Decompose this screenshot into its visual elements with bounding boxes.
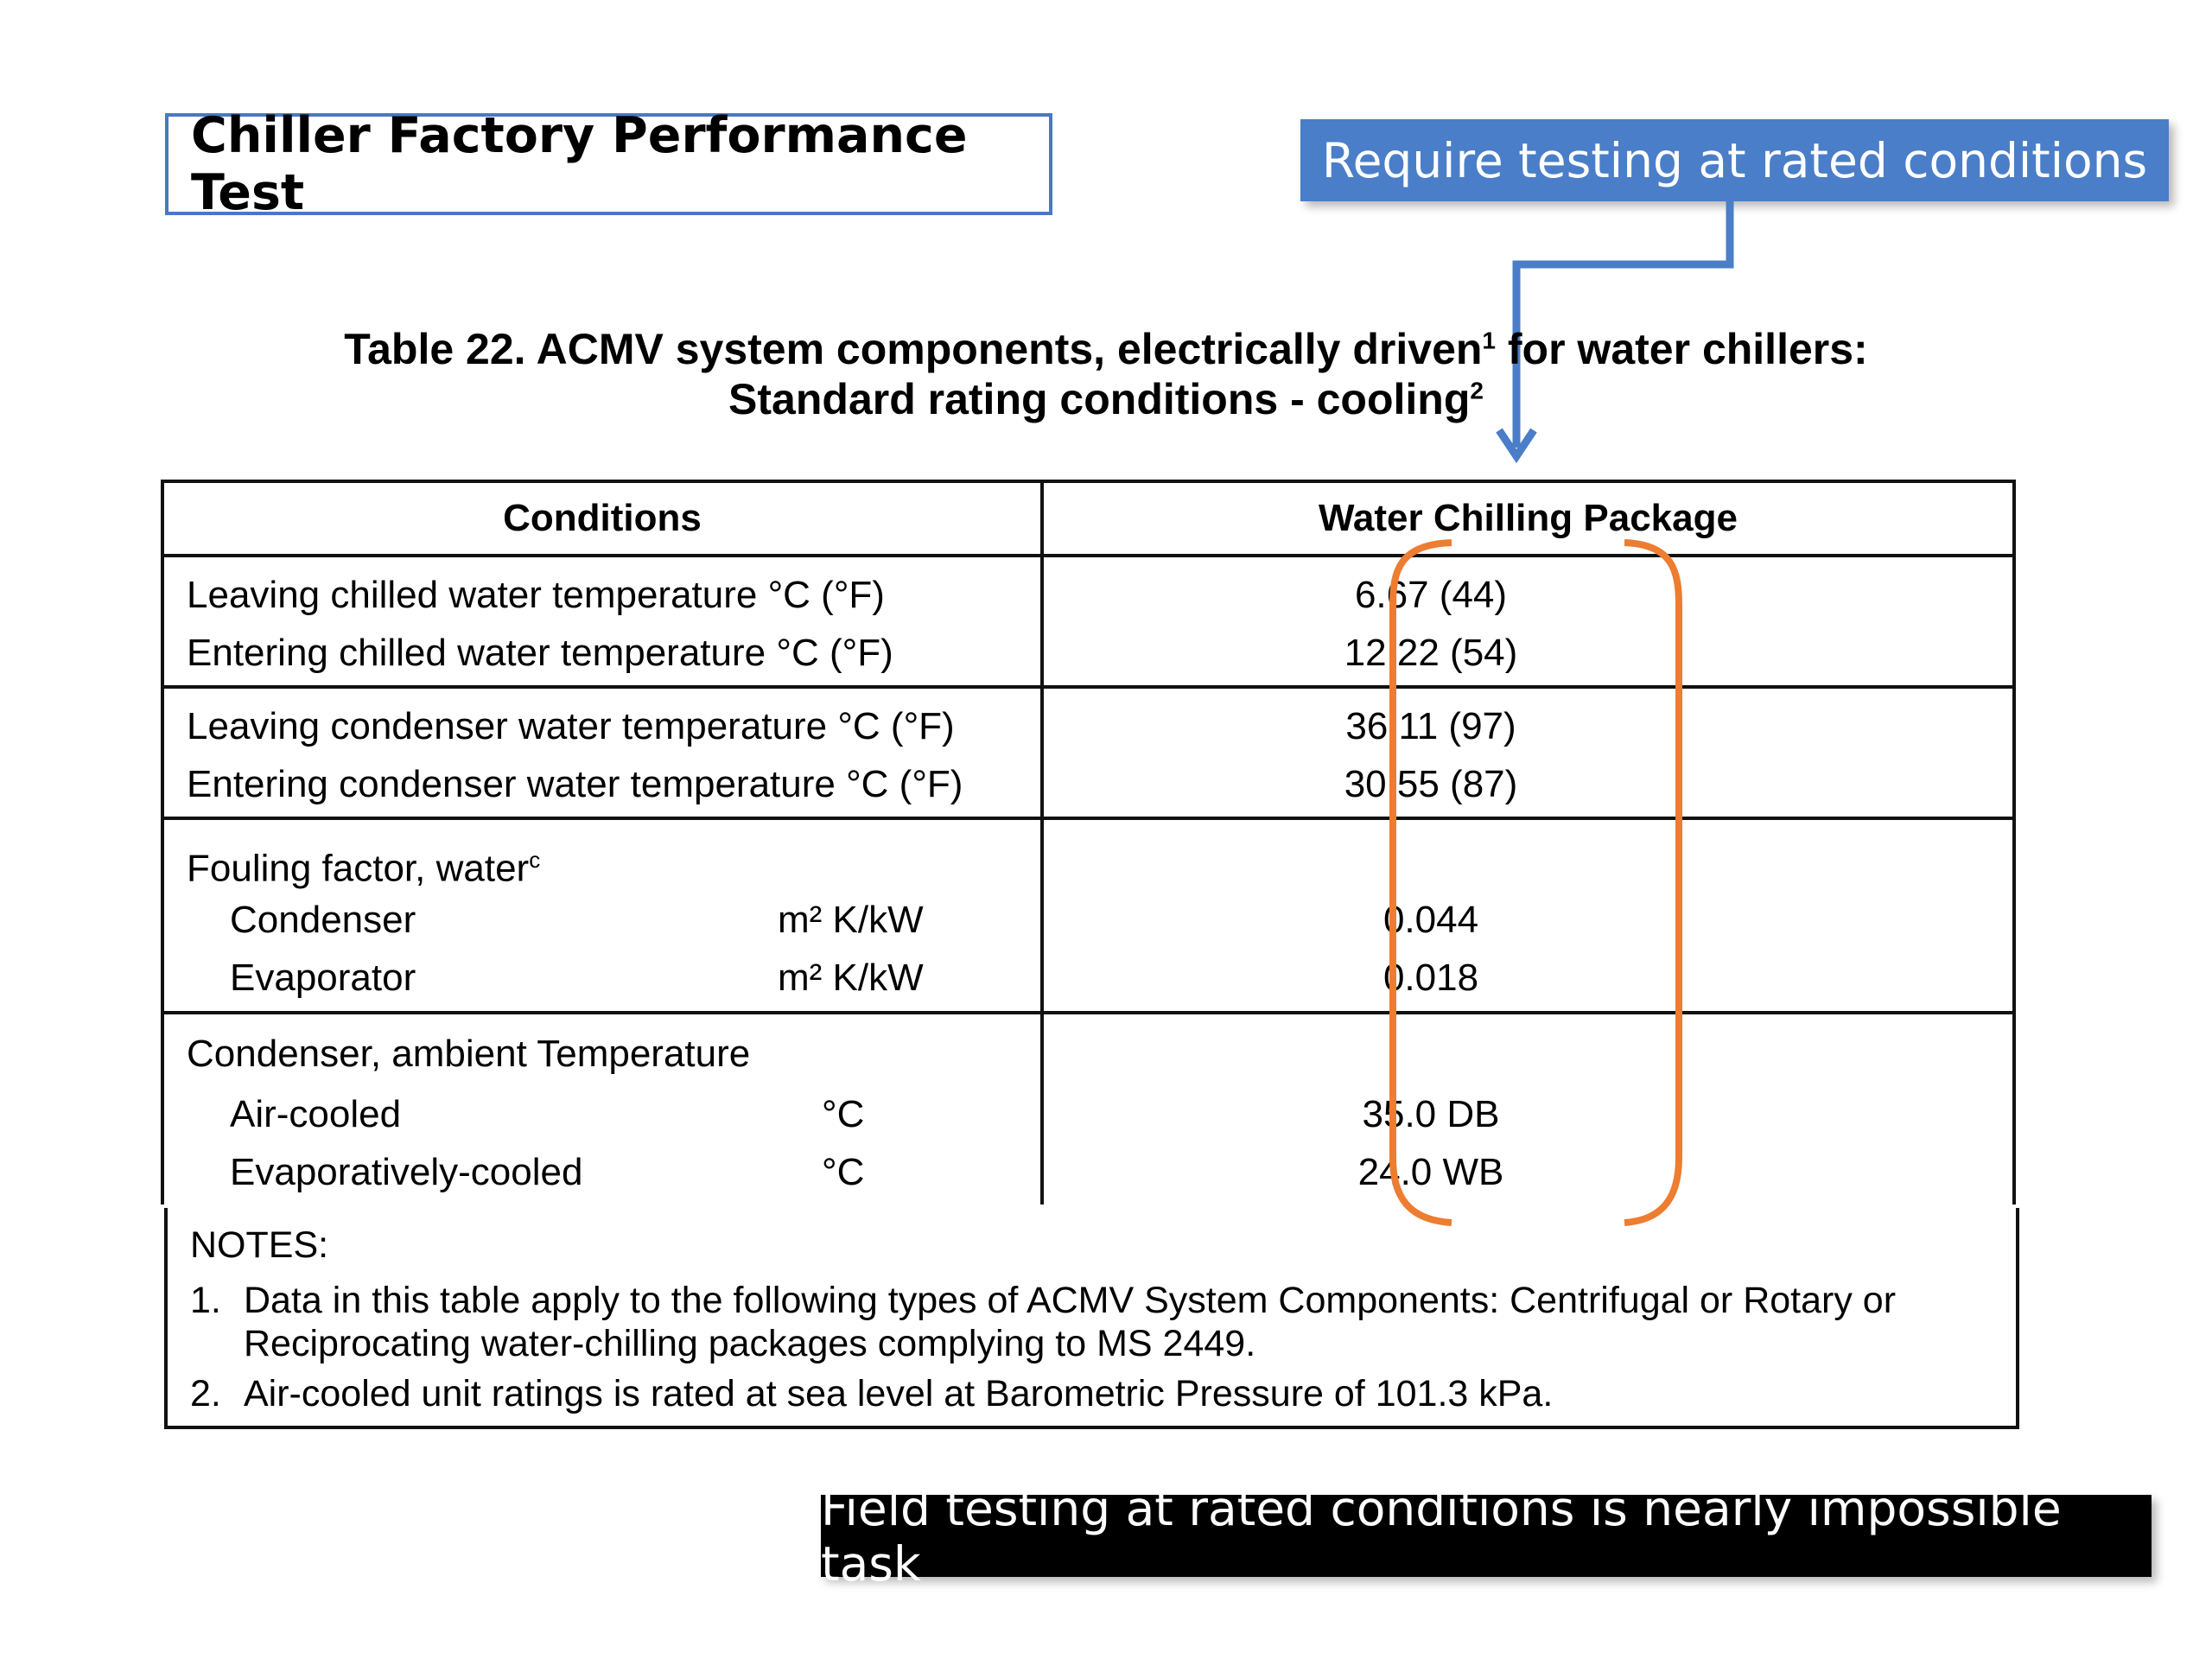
row-label: Condenser: [230, 899, 416, 941]
row-label: Air-cooled: [230, 1093, 402, 1135]
callout-require-testing-text: Require testing at rated conditions: [1321, 132, 2148, 188]
note-text: Data in this table apply to the following types of ACMV System Components: Centrifugal or Rotary or Reciprocating water-chilling packages complying to MS 2449.: [244, 1280, 1897, 1364]
row-unit: °C: [822, 1093, 865, 1135]
header-water-chilling-package: Water Chilling Package: [1042, 481, 2014, 556]
callout-field-testing-text: Field testing at rated conditions is nearly impossible task: [821, 1480, 2062, 1592]
caption-text-1: Table 22. ACMV system components, electrically driven: [344, 325, 1483, 373]
row-value: 36.11 (97): [1345, 705, 1516, 747]
row-label-with-unit: [187, 1143, 1040, 1201]
caption-text-2: Standard rating conditions - cooling: [728, 375, 1471, 423]
row-value: 30.55 (87): [1344, 763, 1518, 805]
group-heading: Condenser, ambient Temperature: [187, 1033, 751, 1075]
row-value: 0.044: [1382, 899, 1479, 941]
row-label: Leaving chilled water temperature °C (°F): [187, 574, 885, 616]
notes-heading: NOTES:: [190, 1224, 329, 1266]
header-conditions: Conditions: [162, 481, 1042, 556]
note-text: Air-cooled unit ratings is rated at sea level at Barometric Pressure of 101.3 kPa.: [244, 1373, 1554, 1414]
callout-field-testing: [821, 1480, 2152, 1592]
row-label: Entering condenser water temperature °C (°F): [187, 763, 963, 805]
caption-text-1-tail: for water chillers:: [1496, 325, 1868, 373]
slide-title-text: Chiller Factory Performance Test: [191, 107, 968, 221]
table-header-row: [162, 481, 2014, 556]
caption-superscript-2: 2: [1470, 377, 1484, 404]
group-heading: [187, 829, 1040, 891]
row-unit: m² K/kW: [778, 957, 924, 999]
spacer: [1172, 829, 1690, 891]
callout-require-testing: [1300, 119, 2169, 201]
row-label-with-unit: [187, 1085, 1040, 1143]
table-caption-line-1: [138, 324, 2074, 374]
caption-superscript-1: 1: [1482, 327, 1496, 354]
table-notes: [164, 1208, 2019, 1429]
row-label: Evaporator: [230, 957, 416, 999]
row-label: Entering chilled water temperature °C (°F): [187, 632, 893, 674]
row-unit: m² K/kW: [778, 899, 924, 941]
note-item: [190, 1279, 1993, 1365]
row-label: Evaporatively-cooled: [230, 1151, 583, 1193]
spacer: [1172, 1023, 1690, 1085]
note-item: [190, 1372, 1993, 1415]
table-caption-line-2: [138, 374, 2074, 424]
row-value: 6.67 (44): [1354, 574, 1508, 616]
row-value: 24.0 WB: [1357, 1151, 1504, 1193]
row-value: 35.0 DB: [1362, 1093, 1500, 1135]
table-row-condenser-water: [162, 687, 2014, 818]
group-heading-text: Fouling factor, water: [187, 847, 530, 890]
note-number: 1.: [190, 1280, 221, 1321]
callout-arrow-head: [1499, 430, 1534, 456]
table-row-ambient-temperature: [162, 1013, 2014, 1205]
row-unit: °C: [822, 1151, 865, 1193]
row-label-with-unit: [187, 949, 1040, 1007]
row-label: Leaving condenser water temperature °C (°F): [187, 705, 955, 747]
row-label-with-unit: [187, 891, 1040, 949]
rating-conditions-table: [161, 480, 2016, 1205]
group-heading-superscript: c: [529, 847, 541, 873]
slide-title: [165, 107, 1052, 221]
row-value: 0.018: [1382, 957, 1479, 999]
note-number: 2.: [190, 1373, 221, 1414]
row-value: 12.22 (54): [1344, 632, 1518, 674]
table-row-chilled-water: [162, 556, 2014, 687]
table-row-fouling-factor: [162, 818, 2014, 1013]
